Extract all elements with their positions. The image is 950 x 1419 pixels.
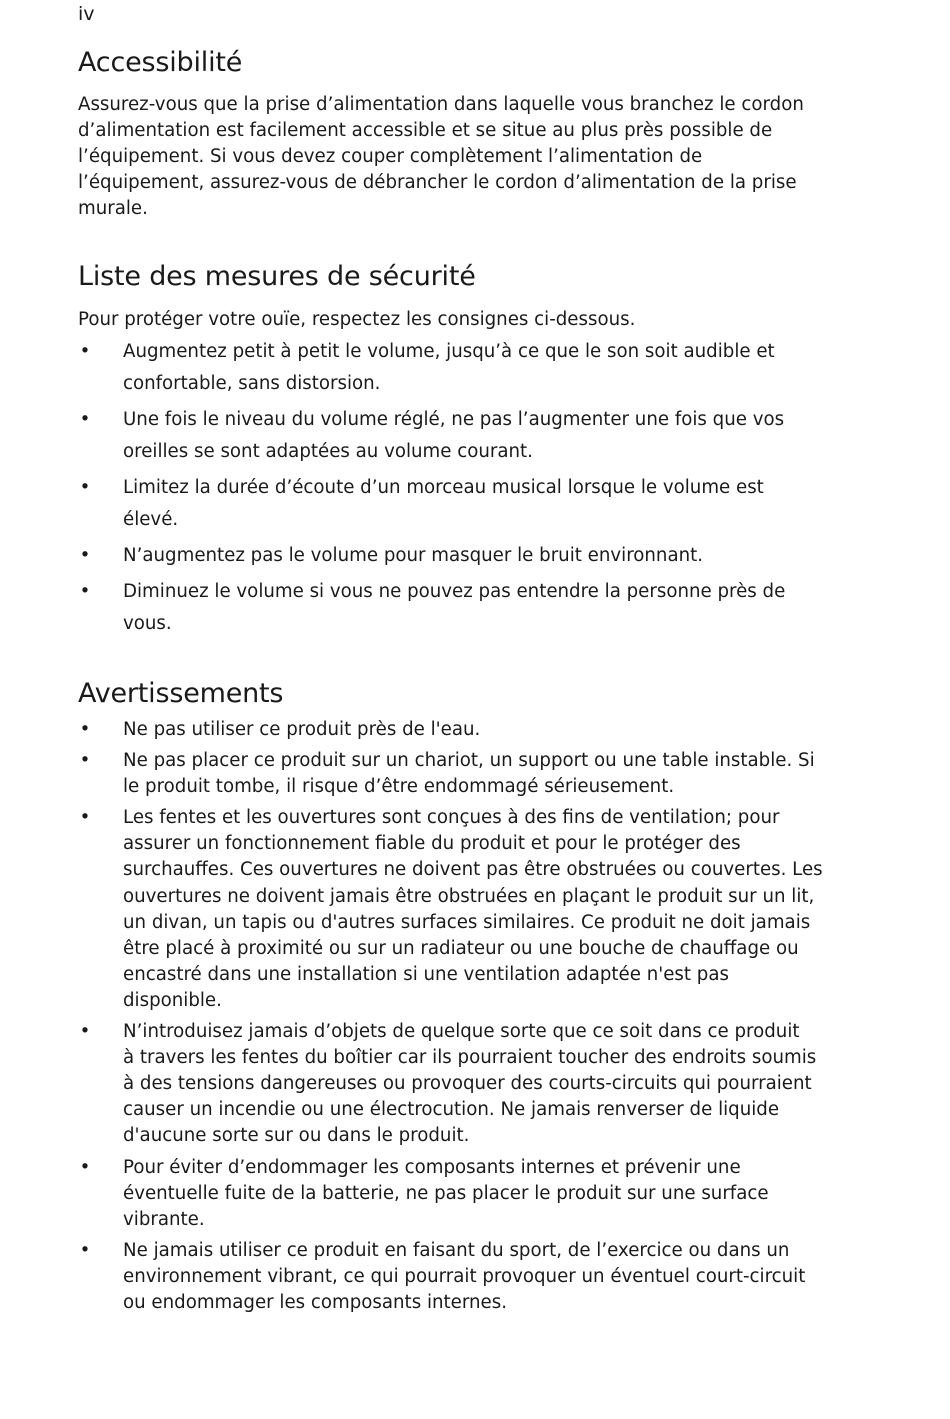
item-line: environnement vibrant, ce qui pourrait provoquer un éventuel court-circuit xyxy=(123,1265,806,1287)
list-item xyxy=(78,1238,858,1316)
bullet-icon: • xyxy=(79,1239,91,1261)
item-line: à travers les fentes du boîtier car ils pourraient toucher des endroits soumis xyxy=(123,1047,817,1069)
item-line: Une fois le niveau du volume réglé, ne pas l’augmenter une fois que vos xyxy=(123,409,785,430)
bullet-icon: • xyxy=(79,1021,91,1043)
list-item xyxy=(78,404,858,468)
warnings-section xyxy=(78,677,858,1321)
item-line: d'aucune sorte sur ou dans le produit. xyxy=(123,1125,470,1147)
item-line: N’introduisez jamais d’objets de quelque sorte que ce soit dans ce produit xyxy=(123,1021,800,1043)
accessibility-line: murale. xyxy=(78,198,148,219)
accessibility-line: d’alimentation est facilement accessible et se situe au plus près possible de xyxy=(78,120,773,141)
list-item xyxy=(78,717,858,743)
bullet-icon: • xyxy=(79,807,91,829)
item-line: surchauffes. Ces ouvertures ne doivent pas être obstruées ou couvertes. Les xyxy=(123,859,823,881)
item-line: Ne pas placer ce produit sur un chariot, un support ou une table instable. Si xyxy=(123,750,815,772)
safety-section xyxy=(78,260,858,644)
item-line: Limitez la durée d’écoute d’un morceau musical lorsque le volume est xyxy=(123,477,764,498)
item-line: N’augmentez pas le volume pour masquer le bruit environnant. xyxy=(123,545,704,566)
bullet-icon: • xyxy=(79,750,91,772)
bullet-icon: • xyxy=(79,581,91,602)
item-line: encastré dans une installation si une ventilation adaptée n'est pas xyxy=(123,963,729,985)
item-line: Ne pas utiliser ce produit près de l'eau. xyxy=(123,719,481,740)
bullet-icon: • xyxy=(79,545,91,566)
item-line: ouvertures ne doivent jamais être obstruées en plaçant le produit sur un lit, xyxy=(123,885,815,907)
warnings-list xyxy=(78,717,858,1316)
item-line: Pour éviter d’endommager les composants internes et prévenir une xyxy=(123,1156,741,1178)
list-item xyxy=(78,1019,858,1149)
bullet-icon: • xyxy=(79,1156,91,1178)
accessibility-section xyxy=(78,46,858,222)
accessibility-line: Assurez-vous que la prise d’alimentation dans laquelle vous branchez le cordon xyxy=(78,94,804,115)
safety-list xyxy=(78,336,858,640)
list-item xyxy=(78,576,858,640)
item-line: éventuelle fuite de la batterie, ne pas placer le produit sur une surface xyxy=(123,1182,769,1204)
item-line: être placé à proximité ou sur un radiateur ou une bouche de chauffage ou xyxy=(123,937,799,959)
list-item xyxy=(78,748,858,800)
accessibility-paragraph xyxy=(78,92,858,222)
accessibility-line: l’équipement. Si vous devez couper complètement l’alimentation de xyxy=(78,146,703,167)
item-line: ou endommager les composants internes. xyxy=(123,1291,507,1313)
item-line: confortable, sans distorsion. xyxy=(123,373,381,394)
accessibility-heading: Accessibilité xyxy=(78,47,243,78)
bullet-icon: • xyxy=(79,477,91,498)
bullet-icon: • xyxy=(79,341,91,362)
item-line: Les fentes et les ouvertures sont conçues à des fins de ventilation; pour xyxy=(123,807,780,829)
item-line: Diminuez le volume si vous ne pouvez pas entendre la personne près de xyxy=(123,581,786,602)
list-item xyxy=(78,540,858,572)
safety-heading: Liste des mesures de sécurité xyxy=(78,261,476,292)
item-line: disponible. xyxy=(123,989,222,1011)
item-line: élevé. xyxy=(123,509,179,530)
list-item xyxy=(78,1155,858,1233)
item-line: Augmentez petit à petit le volume, jusqu’à ce que le son soit audible et xyxy=(123,341,775,362)
list-item xyxy=(78,805,858,1014)
bullet-icon: • xyxy=(79,719,91,740)
warnings-heading: Avertissements xyxy=(78,678,284,709)
item-line: vous. xyxy=(123,613,172,634)
item-line: un divan, un tapis ou d'autres surfaces similaires. Ce produit ne doit jamais xyxy=(123,911,811,933)
page-number: iv xyxy=(78,3,95,25)
item-line: oreilles se sont adaptées au volume courant. xyxy=(123,441,533,462)
item-line: assurer un fonctionnement fiable du produit et pour le protéger des xyxy=(123,833,741,855)
item-line: vibrante. xyxy=(123,1208,205,1230)
bullet-icon: • xyxy=(79,409,91,430)
safety-intro: Pour protéger votre ouïe, respectez les consignes ci-dessous. xyxy=(78,309,636,330)
accessibility-line: l’équipement, assurez-vous de débrancher le cordon d’alimentation de la prise xyxy=(78,172,797,193)
list-item xyxy=(78,336,858,400)
item-line: à des tensions dangereuses ou provoquer des courts-circuits qui pourraient xyxy=(123,1073,812,1095)
item-line: causer un incendie ou une électrocution. Ne jamais renverser de liquide xyxy=(123,1099,780,1121)
item-line: le produit tombe, il risque d’être endommagé sérieusement. xyxy=(123,776,675,798)
list-item xyxy=(78,472,858,536)
item-line: Ne jamais utiliser ce produit en faisant du sport, de l’exercice ou dans un xyxy=(123,1239,790,1261)
